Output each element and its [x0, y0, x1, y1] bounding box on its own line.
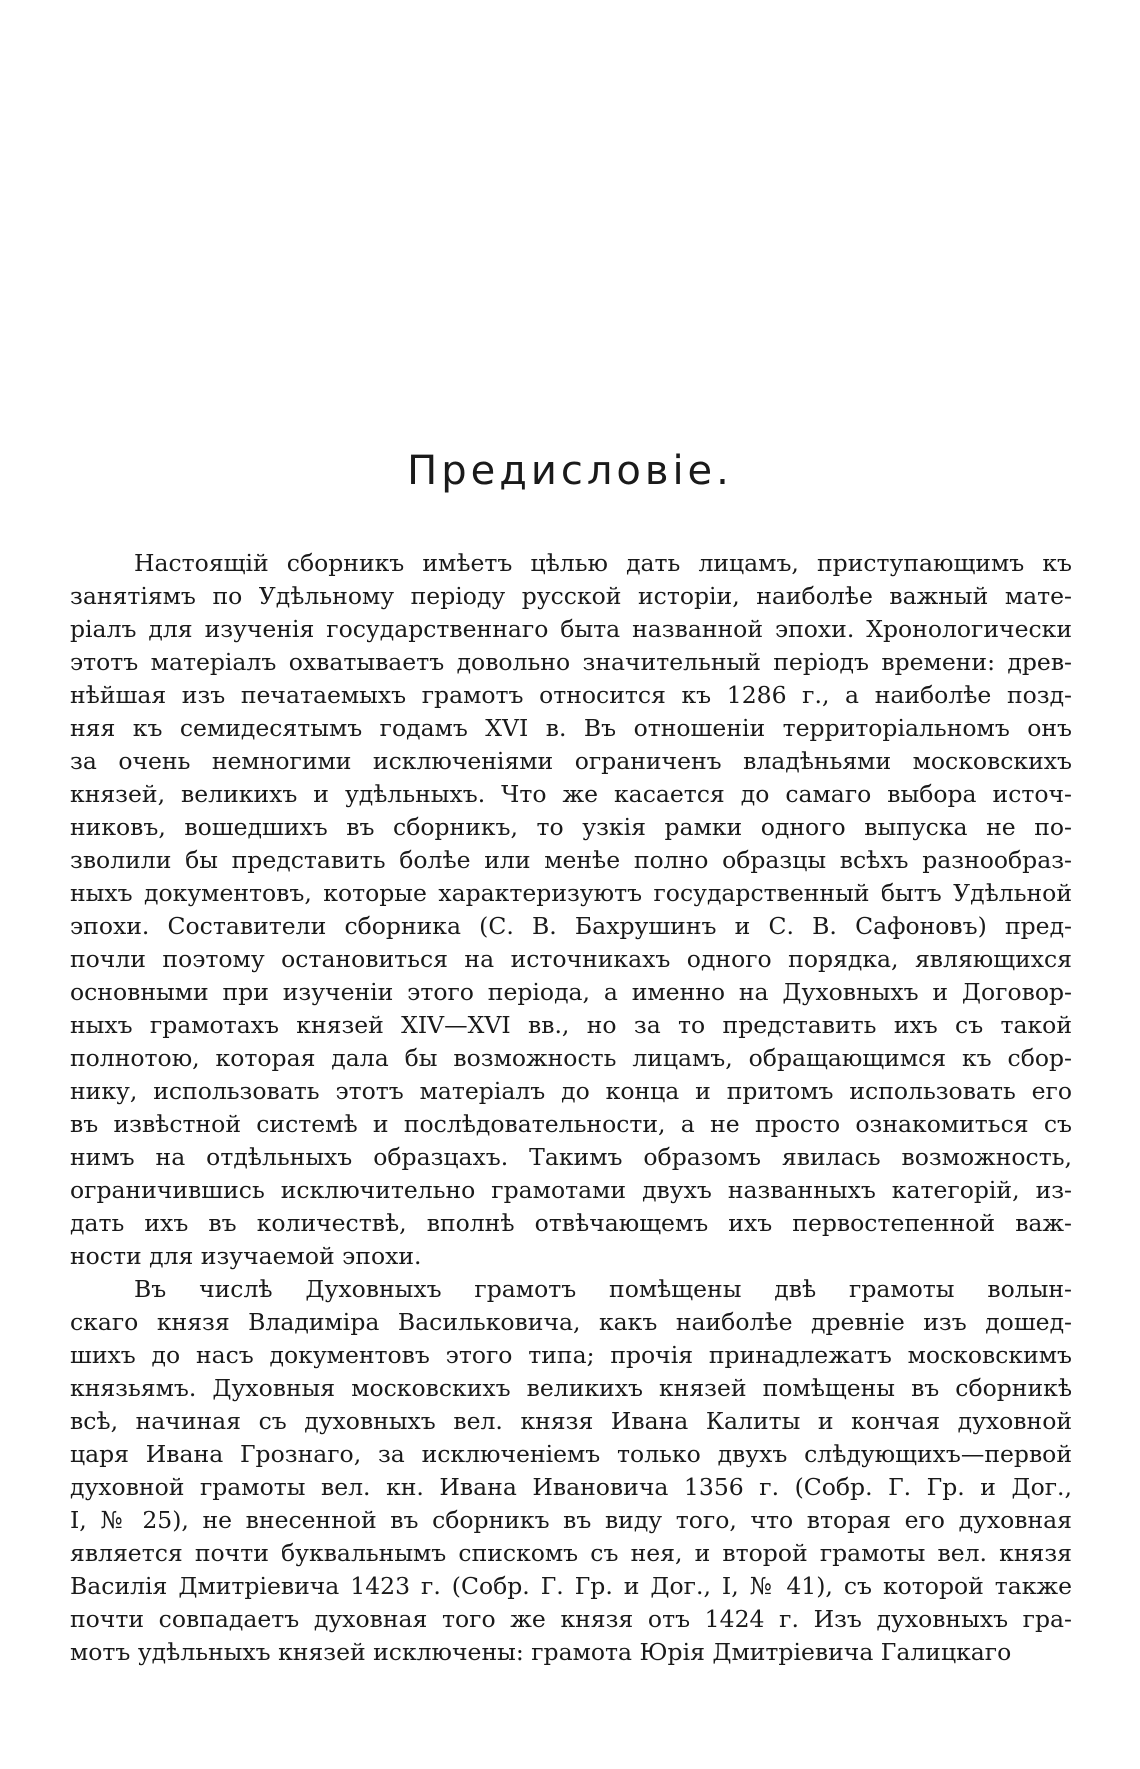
text-line: ности для изучаемой эпохи.: [70, 1242, 422, 1270]
text-line: Въ числѣ Духовныхъ грамотъ помѣщены двѣ грамоты волын-: [134, 1275, 1072, 1303]
text-line: ныхъ документовъ, которые характеризуютъ государственный бытъ Удѣльной: [70, 879, 1072, 907]
paragraph: [70, 1273, 1072, 1669]
text-line: князьямъ. Духовныя московскихъ великихъ князей помѣщены въ сборникѣ: [70, 1374, 1072, 1402]
text-line: ріалъ для изученія государственнаго быта названной эпохи. Хронологически: [70, 615, 1072, 643]
text-line: няя къ семидесятымъ годамъ XVI в. Въ отношеніи территоріальномъ онъ: [70, 714, 1072, 742]
text-line: ограничившись исключительно грамотами двухъ названныхъ категорій, из-: [70, 1176, 1072, 1204]
text-line: духовной грамоты вел. кн. Ивана Ивановича 1356 г. (Собр. Г. Гр. и Дог.,: [70, 1473, 1072, 1501]
text-line: ныхъ грамотахъ князей XIV—XVI вв., но за то представить ихъ съ такой: [70, 1011, 1072, 1039]
text-line: полнотою, которая дала бы возможность лицамъ, обращающимся къ сбор-: [70, 1044, 1072, 1072]
text-line: I, № 25), не внесенной въ сборникъ въ виду того, что вторая его духовная: [70, 1506, 1072, 1534]
text-line: никовъ, вошедшихъ въ сборникъ, то узкія рамки одного выпуска не по-: [70, 813, 1072, 841]
text-line: шихъ до насъ документовъ этого типа; прочія принадлежатъ московскимъ: [70, 1341, 1072, 1369]
paragraph: [70, 547, 1072, 1273]
body-text: [70, 547, 1072, 1669]
text-line: скаго князя Владиміра Васильковича, какъ наиболѣе древніе изъ дошед-: [70, 1308, 1072, 1336]
text-line: дать ихъ въ количествѣ, вполнѣ отвѣчающемъ ихъ первостепенной важ-: [70, 1209, 1072, 1237]
text-line: всѣ, начиная съ духовныхъ вел. князя Ивана Калиты и кончая духовной: [70, 1407, 1072, 1435]
text-line: зволили бы представить болѣе или менѣе полно образцы всѣхъ разнообраз-: [70, 846, 1072, 874]
text-line: Настоящій сборникъ имѣетъ цѣлью дать лицамъ, приступающимъ къ: [134, 549, 1072, 577]
page-title: Предисловіе.: [407, 448, 733, 494]
text-line: нику, использовать этотъ матеріалъ до конца и притомъ использовать его: [70, 1077, 1072, 1105]
text-line: нимъ на отдѣльныхъ образцахъ. Такимъ образомъ явилась возможность,: [70, 1143, 1072, 1171]
text-line: этотъ матеріалъ охватываетъ довольно значительный періодъ времени: древ-: [70, 648, 1072, 676]
text-line: эпохи. Составители сборника (С. В. Бахрушинъ и С. В. Сафоновъ) пред-: [70, 912, 1072, 940]
text-line: основными при изученіи этого періода, а именно на Духовныхъ и Договор-: [70, 978, 1072, 1006]
text-line: почли поэтому остановиться на источникахъ одного порядка, являющихся: [70, 945, 1072, 973]
text-line: царя Ивана Грознаго, за исключеніемъ только двухъ слѣдующихъ—первой: [70, 1440, 1072, 1468]
text-line: мотъ удѣльныхъ князей исключены: грамота Юрія Дмитріевича Галицкаго: [70, 1638, 1012, 1666]
text-line: за очень немногими исключеніями ограниченъ владѣньями московскихъ: [70, 747, 1072, 775]
text-line: является почти буквальнымъ спискомъ съ нея, и второй грамоты вел. князя: [70, 1539, 1072, 1567]
text-line: князей, великихъ и удѣльныхъ. Что же касается до самаго выбора источ-: [70, 780, 1072, 808]
text-line: въ извѣстной системѣ и послѣдовательности, а не просто ознакомиться съ: [70, 1110, 1072, 1138]
text-line: Василія Дмитріевича 1423 г. (Собр. Г. Гр. и Дог., I, № 41), съ которой также: [70, 1572, 1072, 1600]
text-line: занятіямъ по Удѣльному періоду русской исторіи, наиболѣе важный мате-: [70, 582, 1072, 610]
text-line: почти совпадаетъ духовная того же князя отъ 1424 г. Изъ духовныхъ гра-: [70, 1605, 1072, 1633]
text-line: нѣйшая изъ печатаемыхъ грамотъ относится къ 1286 г., а наиболѣе позд-: [70, 681, 1072, 709]
